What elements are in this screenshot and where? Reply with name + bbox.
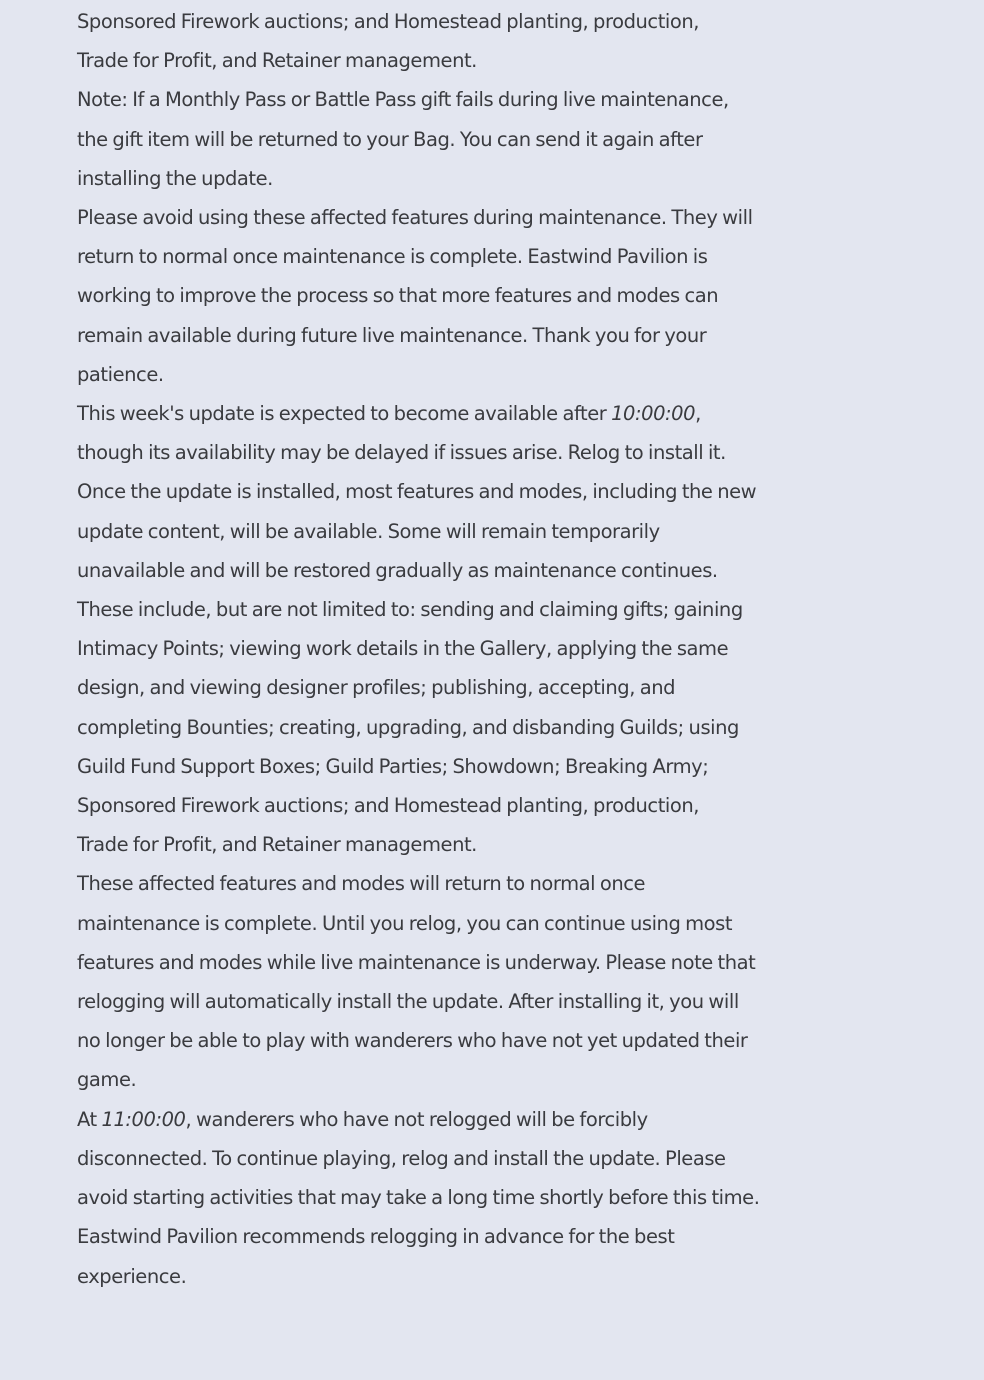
forced-disconnect-lead: At xyxy=(77,1107,102,1131)
paragraph-update-availability xyxy=(77,394,819,590)
update-available-time: 10:00:00 xyxy=(611,402,696,426)
update-availability-lead: This week's update is expected to become available after xyxy=(77,402,612,426)
paragraph-relog-note: These affected features and modes will return to normal once maintenance is complete. Until you relog, you can continue using most features and modes while live maintenance is underway. Please note that relogging will automatically install the update. After installing it, you will no longer be able to play with wanderers who have not yet updated their game. xyxy=(77,872,756,1092)
forced-disconnect-body: , wanderers who have not relogged will be forcibly disconnected. To continue playing, relog and install the update. Please avoid starting activities that may take a long time shortly before this time. Eastwind Pavilion recommends relogging in advance for the best experience. xyxy=(77,1107,760,1288)
update-availability-body: , though its availability may be delayed if issues arise. Relog to install it. Once the update is installed, most features and modes, including the new update content, will be available. Some will remain temporarily unavailable and will be restored gradually as maintenance continues. xyxy=(77,402,757,582)
paragraph-tail-affected-list: Sponsored Firework auctions; and Homestead planting, production, Trade for Profit, and Retainer management. xyxy=(77,10,700,73)
forced-disconnect-time: 11:00:00 xyxy=(101,1107,186,1131)
paragraph-forced-disconnect xyxy=(77,1100,819,1296)
paragraph-avoid-affected-features: Please avoid using these affected features during maintenance. They will return to normal once maintenance is complete. Eastwind Pavilion is working to improve the process so that more features and modes can remain available during future live maintenance. Thank you for your patience. xyxy=(77,206,753,386)
paragraph-pass-gift-note: Note: If a Monthly Pass or Battle Pass gift fails during live maintenance, the gift item will be returned to your Bag. You can send it again after installing the update. xyxy=(77,88,729,190)
paragraph-unavailable-features-list: These include, but are not limited to: sending and claiming gifts; gaining Intimacy Points; viewing work details in the Gallery, applying the same design, and viewing designer profiles; publishing, accepting, and completing Bounties; creating, upgrading, and disbanding Guilds; using Guild Fund Support Boxes; Guild Parties; Showdown; Breaking Army; Sponsored Firework auctions; and Homestead planting, production, Trade for Profit, and Retainer management. xyxy=(77,598,743,857)
